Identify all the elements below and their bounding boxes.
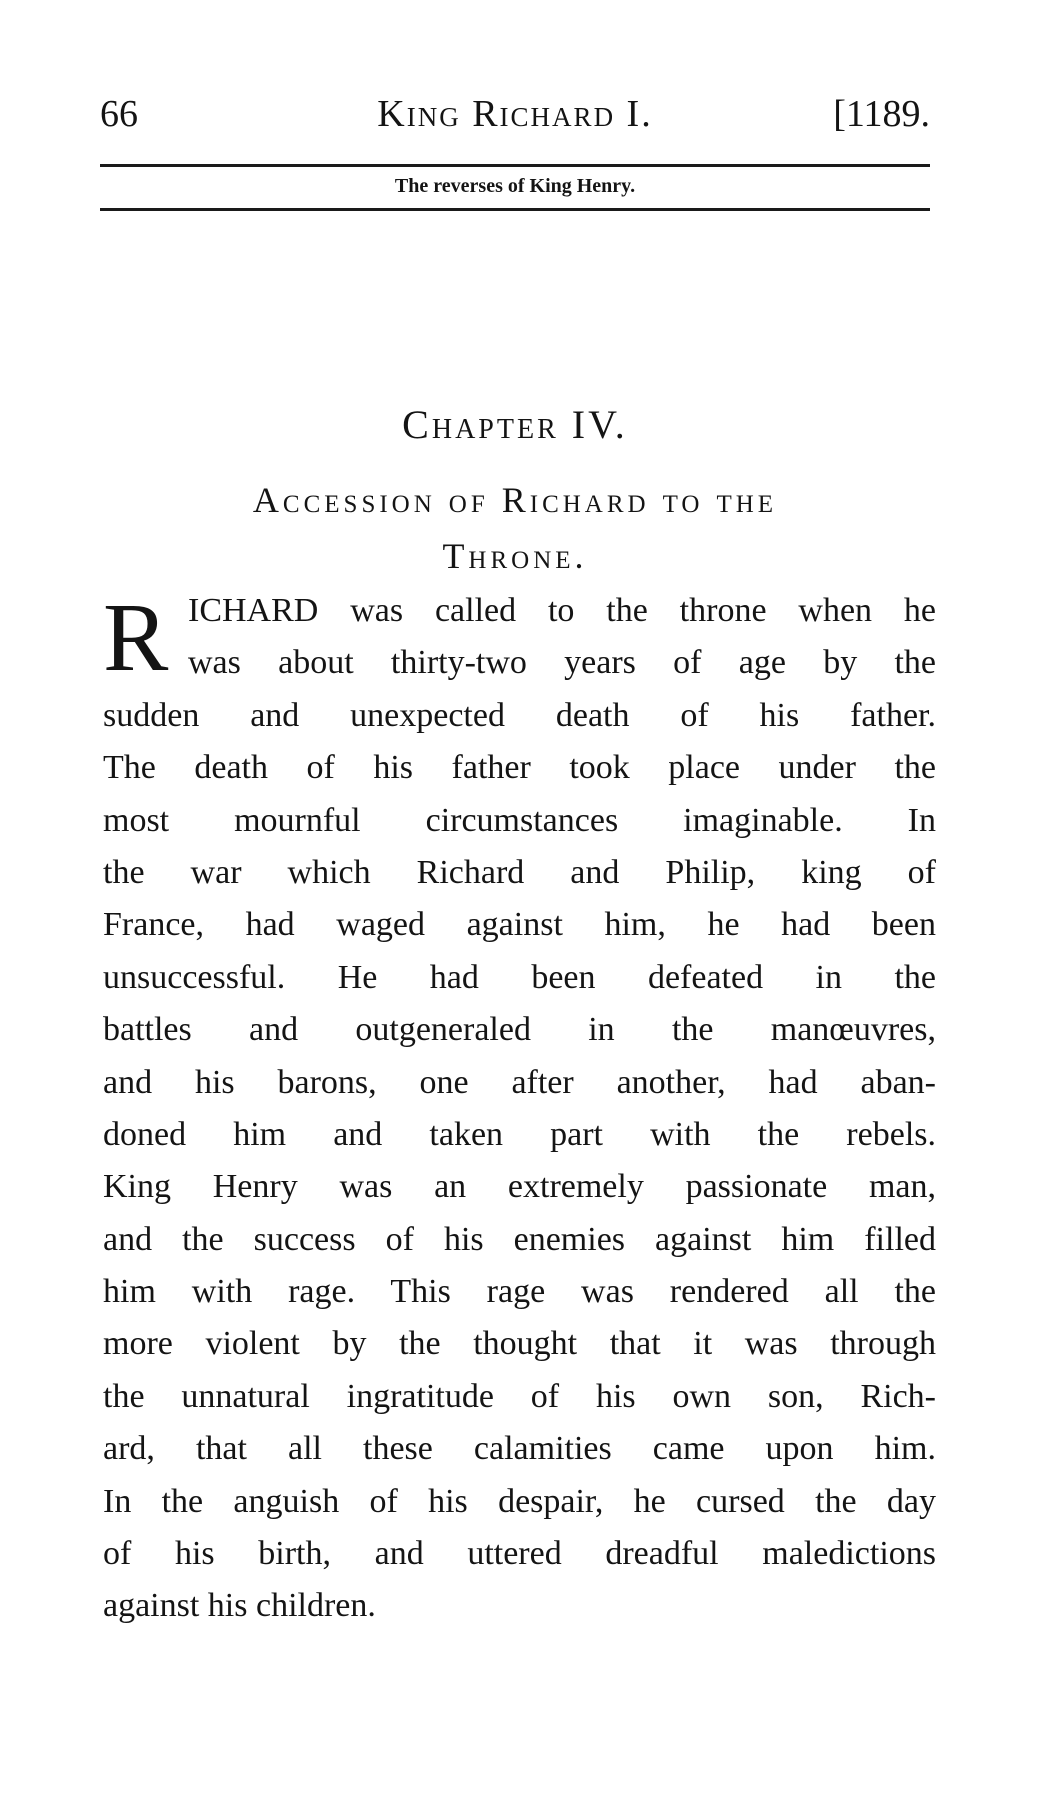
chapter-heading: Chapter IV.	[402, 402, 628, 447]
text-line: and his barons, one after another, had aban-	[103, 1063, 936, 1101]
header-rule-top	[100, 164, 930, 167]
page-number: 66	[100, 93, 138, 135]
text-line: ard, that all these calamities came upon him.	[103, 1430, 936, 1468]
running-title: King Richard I.	[377, 93, 653, 135]
chapter-title-line-2: Throne.	[442, 536, 588, 576]
text-line: sudden and unexpected death of his father.	[103, 696, 936, 734]
text-line: In the anguish of his despair, he cursed the day	[103, 1482, 936, 1520]
header-rule-bottom	[100, 208, 930, 211]
text-line: battles and outgeneraled in the manœuvres,	[103, 1011, 936, 1049]
running-header	[100, 92, 930, 142]
text-line: him with rage. This rage was rendered all the	[103, 1273, 936, 1311]
text-line: most mournful circumstances imaginable. In	[103, 801, 936, 839]
chapter-title	[100, 472, 930, 584]
text-line: more violent by the thought that it was through	[103, 1325, 936, 1363]
text-line: the war which Richard and Philip, king of	[103, 853, 936, 891]
drop-cap: R	[103, 584, 169, 692]
text-line: the unnatural ingratitude of his own son, Rich-	[103, 1377, 936, 1415]
running-year: [1189.	[833, 93, 930, 135]
body-text	[103, 585, 936, 1633]
text-line: France, had waged against him, he had been	[103, 906, 936, 944]
text-line: ICHARD was called to the throne when he	[188, 592, 936, 629]
section-note: The reverses of King Henry.	[394, 175, 636, 197]
text-line: King Henry was an extremely passionate man,	[103, 1168, 936, 1206]
text-line: doned him and taken part with the rebels.	[103, 1115, 936, 1153]
text-line: was about thirty-two years of age by the	[188, 644, 936, 682]
text-line: unsuccessful. He had been defeated in the	[103, 958, 936, 996]
text-line: and the success of his enemies against him filled	[103, 1220, 936, 1258]
text-line: of his birth, and uttered dreadful maledictions	[103, 1535, 936, 1573]
text-line: The death of his father took place under the	[103, 749, 936, 787]
text-line: against his children.	[103, 1587, 376, 1625]
chapter-title-line-1: Accession of Richard to the	[252, 480, 778, 520]
